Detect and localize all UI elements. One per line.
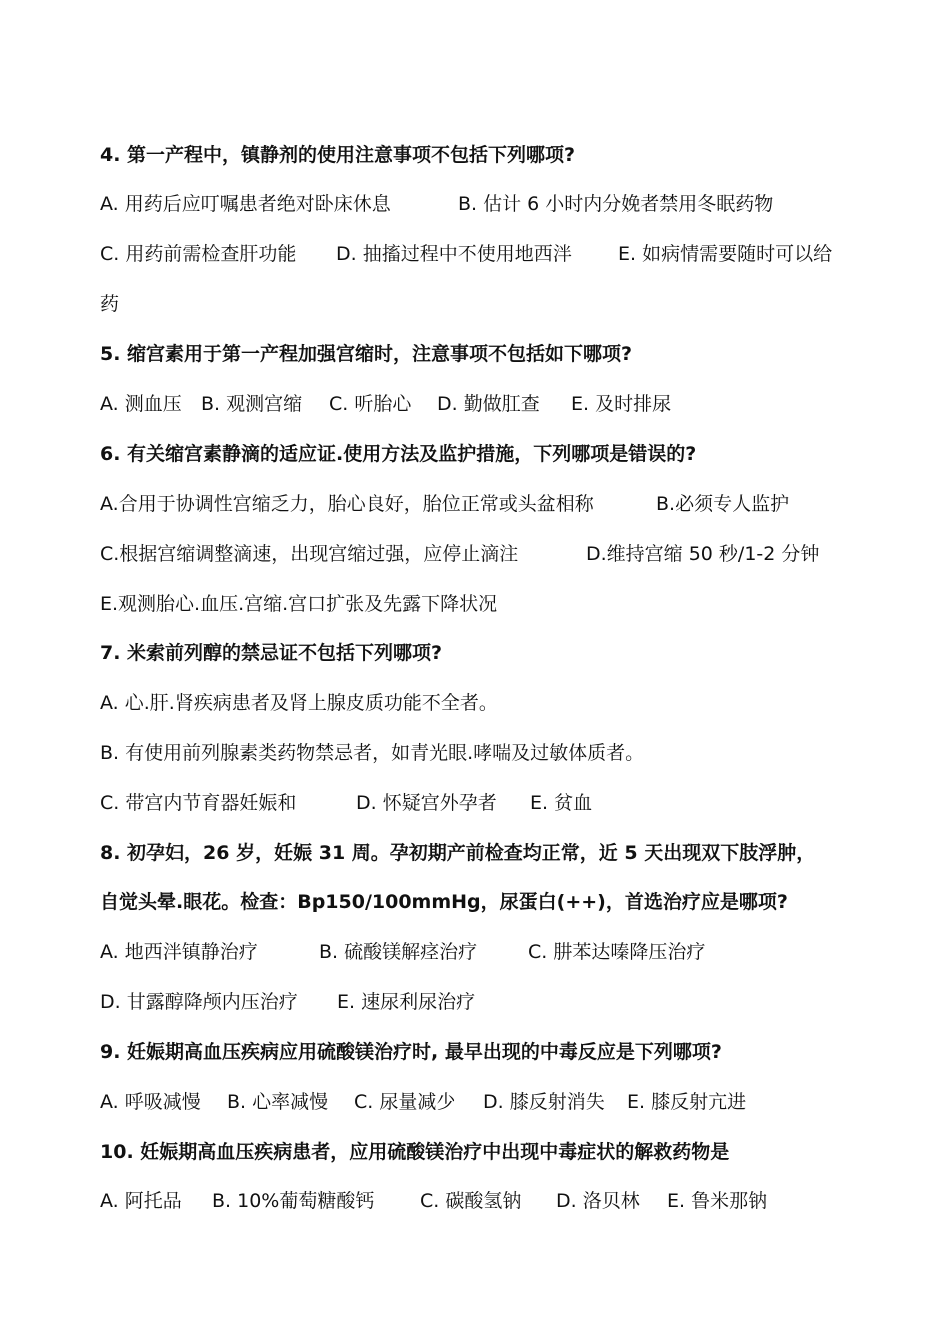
question-9-option-b: B. 心率减慢	[227, 1091, 329, 1113]
question-5-option-e: E. 及时排尿	[571, 393, 672, 415]
question-10-option-a: A. 阿托品	[100, 1190, 182, 1212]
question-9-option-c: C. 尿量减少	[354, 1091, 456, 1113]
question-4-option-b: B. 估计 6 小时内分娩者禁用冬眠药物	[458, 193, 774, 215]
question-10-option-d: D. 洛贝林	[556, 1190, 640, 1212]
question-10-option-c: C. 碳酸氢钠	[420, 1190, 522, 1212]
question-8-option-e: E. 速尿利尿治疗	[337, 991, 476, 1013]
question-6-option-b: B.必须专人监护	[656, 493, 790, 515]
question-8-option-a: A. 地西泮镇静治疗	[100, 941, 258, 963]
question-7-option-a: A. 心.肝.肾疾病患者及肾上腺皮质功能不全者。	[100, 692, 498, 714]
question-4-option-d: D. 抽搐过程中不使用地西泮	[336, 243, 572, 265]
question-5-option-d: D. 勤做肛查	[437, 393, 540, 415]
question-7-option-d: D. 怀疑宫外孕者	[356, 792, 497, 814]
question-5-option-c: C. 听胎心	[329, 393, 412, 415]
question-4-option-c: C. 用药前需检查肝功能	[100, 243, 297, 265]
question-9-title: 9. 妊娠期高血压疾病应用硫酸镁治疗时, 最早出现的中毒反应是下列哪项?	[100, 1041, 722, 1063]
question-8-option-d: D. 甘露醇降颅内压治疗	[100, 991, 298, 1013]
question-7-title: 7. 米索前列醇的禁忌证不包括下列哪项?	[100, 642, 443, 664]
question-6-option-c: C.根据宫缩调整滴速，出现宫缩过强，应停止滴注	[100, 543, 519, 565]
question-7-option-b: B. 有使用前列腺素类药物禁忌者，如青光眼.哮喘及过敏体质者。	[100, 742, 645, 764]
question-4-option-e-continued: 药	[100, 293, 120, 315]
question-7-option-e: E. 贫血	[530, 792, 593, 814]
question-5-option-b: B. 观测宫缩	[201, 393, 303, 415]
question-4-option-a: A. 用药后应叮嘱患者绝对卧床休息	[100, 193, 391, 215]
question-6-title: 6. 有关缩宫素静滴的适应证.使用方法及监护措施，下列哪项是错误的?	[100, 443, 697, 465]
question-8-title-line-2: 自觉头晕.眼花。检查：Bp150/100mmHg，尿蛋白(++)，首选治疗应是哪项?	[100, 891, 788, 913]
question-10-option-b: B. 10%葡萄糖酸钙	[212, 1190, 375, 1212]
question-4-title: 4. 第一产程中，镇静剂的使用注意事项不包括下列哪项?	[100, 144, 576, 166]
question-8-option-b: B. 硫酸镁解痉治疗	[319, 941, 478, 963]
question-6-option-a: A.合用于协调性宫缩乏力，胎心良好，胎位正常或头盆相称	[100, 493, 594, 515]
question-7-option-c: C. 带宫内节育器妊娠和	[100, 792, 297, 814]
question-10-title: 10. 妊娠期高血压疾病患者，应用硫酸镁治疗中出现中毒症状的解救药物是	[100, 1141, 730, 1163]
question-6-option-d: D.维持宫缩 50 秒/1-2 分钟	[586, 543, 820, 565]
question-4-option-e: E. 如病情需要随时可以给	[618, 243, 833, 265]
question-5-title: 5. 缩宫素用于第一产程加强宫缩时，注意事项不包括如下哪项?	[100, 343, 633, 365]
question-9-option-e: E. 膝反射亢进	[627, 1091, 747, 1113]
question-9-option-a: A. 呼吸减慢	[100, 1091, 201, 1113]
question-8-option-c: C. 肼苯达嗪降压治疗	[528, 941, 706, 963]
question-8-title: 8. 初孕妇，26 岁，妊娠 31 周。孕初期产前检查均正常，近 5 天出现双下肢浮肿，	[100, 842, 816, 864]
question-9-option-d: D. 膝反射消失	[483, 1091, 605, 1113]
question-5-option-a: A. 测血压	[100, 393, 182, 415]
question-10-option-e: E. 鲁米那钠	[667, 1190, 768, 1212]
question-6-option-e: E.观测胎心.血压.宫缩.宫口扩张及先露下降状况	[100, 593, 498, 615]
